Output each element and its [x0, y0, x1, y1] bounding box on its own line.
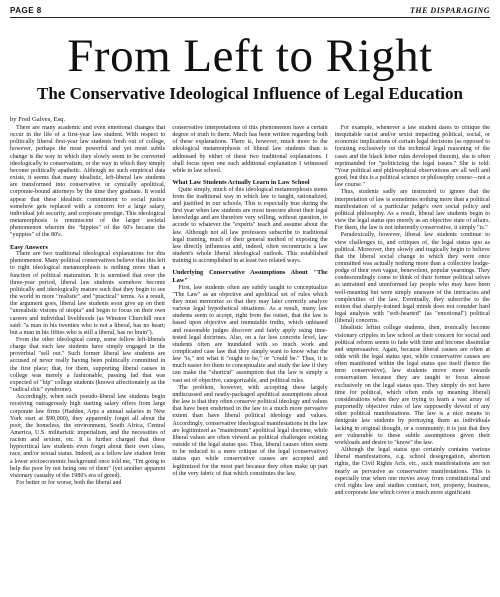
paragraph: Paradoxically, however, liberal law students continue to view challenges to, and critiques of, the legal status quo as political. Moreover, they slowly and tragically begin to believe that the liberal social change to which they were once committed was actually nothing more than a collective hodge-podge of their own vague, benevolent, popular yearnings. They condescendingly come to think of their former political selves as untrained and uninformed lay people who may have been well-meaning but were simply unaware of the intricacies and complexities of the law. Eventually, they subscribe to the notion that sharply-trained legal minds does not consider hard legal analysis with "soft-hearted" (as "emotional") political (liberal) concerns. — [334, 232, 490, 325]
paragraph: conservative interpretations of this phenomenon have a certain degree of truth to them. Much has been written regarding both of these explanations. There is, however, much more to the ideological metamorphosis of liberal law students than is addressed by either of these two traditional explanations. I shall focus upon one such additional explanation I witnessed while in law school. — [172, 125, 328, 174]
paragraph: There are two traditional ideological explanations for this phenomenon. Many political conservatives believe that this left to right ideological metamorphosis is nothing more than a function of political maturation. It is surmised that over the three-year period, liberal law students somehow become politically and ideologically mature such that they begin to see the world in more "realistic" and "practical" terms. As a result, the argument goes, liberal law students soon give up on their "unrealistic visions of utopia" and begin to focus on their own careers and individual livelihoods (as Winston Churchill once said: "a man in his twenties who is not a liberal, has no heart; but a man in his fifties who is still a liberal, has no brain"). — [10, 251, 166, 336]
section-heading: Easy Answers — [10, 243, 48, 251]
paragraph: Idealistic leftist college students, then, ironically become visionary cripples in law school as their concern for social and political reform seems to fade with time and become dissimilar and unpersuasive. Again, because liberal causes are often at odds with the legal status quo, while conservative causes are often manifested within the legal status quo itself (hence the term conservative), law students move more towards conservatism because they are taught to focus almost exclusively on the legal status quo. They simply do not have time for political, which often ends up meaning liberal) considerations when they are trying to learn a vast array of purportedly objective rules of law supposedly devoid of any other political manifestations. The law is a nice means to denigrate law students by portraying them as individuals lacking in original thought, or a community; it is just that they are vulnerable to these subtle assumptions given their workloads and desire to "know" the law. — [334, 325, 490, 446]
column-3 — [335, 125, 490, 595]
page-number: PAGE 8 — [10, 6, 42, 15]
paragraph: Although the legal status quo certainly contains various liberal manifestations, e.g. school desegregation, abortion rights, the Civil Rights Acts, etc., such manifestations are not nearly as pervasive as conservative manifestations. This is especially true when one moves away from constitutional and civil rights law and studies contract, tort, property, business, and corporate law which cover a much more significant — [334, 447, 490, 496]
paragraph: Thus, students sadly are instructed to ignore that the interpretation of law is sometimes nothing more than a political manifestation of a particular judge's own social policy and political philosophy. As a result, liberal law students begin to view the legal status quo merely as an objective state of affairs. For them, the law is not inherently conservative, it simply "is." — [334, 189, 490, 232]
byline: by Fred Galves, Esq. — [10, 116, 66, 123]
paragraph: There are many academic and even emotional changes that occur in the life of a first-year law student. With respect to politically liberal first-year law students fresh out of college, however, perhaps the most powerful and yet most subtle change is the way in which they slowly seem to be converted ideologically to conservatism, or the way in which they simply become politically apathetic. Although no such empirical data exists, it seems that many idealistic, left-liberal law students are transformed into conservative or cynically apolitical, corporate-bound attorneys by the time they graduate. It would appear that these idealistic commitment to social justice somehow gets replaced with a concern for a large salary, individual job security, and corporate prestige. This ideological metamorphosis is reminiscent of the larger societal phenomenon wherein the "hippies" of the 60's became the "yuppies" of the 80's. — [10, 125, 166, 239]
page-header — [10, 6, 490, 18]
article-subtitle: The Conservative Ideological Influence of Legal Education — [37, 84, 463, 103]
section-heading: What Law Students Actually Learn in Law School — [172, 179, 310, 187]
paragraph: Accordingly, when such pseudo-liberal law students begin receiving outrageously high starting salary offers from large corporate law firms (Hadden, Arps a annual salaries in New York start at $90,000), they apparently forget all about the poor, the homeless, the environment, South Africa, Central America, U.S. militaristic imperialism, and the necessities of racism and sexism, etc. It is further charged that these hypocritical law students even forget about their own class, race, and/or sexual status. Indeed, as a fellow law student from a lower socioeconomic background once told me, "I'm going to help the poor by not being one of them" (yet another apparent visionary casualty of the 1980's era of greed). — [10, 394, 166, 479]
publication-name: THE DISPARAGING — [409, 6, 490, 15]
column-1 — [10, 125, 165, 595]
paragraph: The problem, however, with accepting these largely undiscussed and neatly-packaged apolitical assumptions about the law is that they often conserve political ideology and values that have been enshrined in the law to a much more pervasive extent than have liberal political ideology and values. Accordingly, conservative ideological manifestations in the law are legitimized as "mainstream" apolitical legal doctrine, while liberal values are often viewed as political challenges existing outside of the legal status quo. Thus, liberal causes often seem to be reduced to a mere critique of the legal (conservative) status quo while conservative causes are accepted and legitimized for the most part because they often make up part of the very fabric of that which constitutes the law. — [172, 384, 328, 477]
paragraph: First, law students often are subtly taught to conceptualize "The Law" as an objective and apolitical set of rules which they must memorize so that they may later correctly analyze various legal hypothetical situations. As a result, many law students seem to accept, right from the outset, that the law is based upon objective and immutable truths, which unbiased and reasonable judges discover and fairly apply using time-tested legal doctrines. Also, on a far less concrete level, law students often are inundated with so much work and complicated case law that they simply want to know what the law "is," not what it "ought to be," or "could be." Thus, it is much easier for them to conceptualize and study the law if they can make the "shortcut" assumption that the law is simply a vast set of objective, categorizable, and political rules. — [172, 284, 328, 384]
paragraph: For better or for worse, both the liberal and — [16, 480, 122, 487]
paragraph: Quite simply, much of this ideological metamorphosis stems from the traditional way in which law is taught, rationalized, and justified in our schools. This is especially true during the first year when law students are most insecure about their legal knowledge and are therefore very willing, without question, to accede to whatever the "experts" teach and assume about the law. Although not all law professors subscribe to traditional legal training, much of their general method of exposing the law directly influences and, indeed, often reconstructs a law student's whole liberal ideological outlook. This established training is accomplished in at least two related ways. — [172, 186, 328, 265]
section-heading: Underlying Conservative Assumptions About "The Law" — [172, 269, 328, 284]
article-title: From Left to Right — [67, 30, 433, 82]
paragraph: From the other ideological camp, some fellow left-liberals charge that such law students have simply engaged in the proverbial "sell out." Such former liberal law students are accused of never really having been politically committed in the first place; that, for them, supporting liberal causes in college was merely a fashionable, passing fad that was expected of "hip" college students (known affectionately as the "radical chic" syndrome). — [10, 336, 166, 394]
article-body — [10, 125, 490, 595]
column-2 — [172, 125, 327, 595]
paragraph: For example, whenever a law student dares to critique the inequitable racist and/or sexist impacting political, social, or economic implications of certain legal decisions (as opposed to focusing exclusively on the technical legal reasoning of the cases and the black letter rules developed therein), she is often reprimanded for "politicizing the legal issues." She is told: "Your political and philosophical observations are all well and good, but this is a political science or philosophy course—not a law course." — [334, 125, 490, 189]
